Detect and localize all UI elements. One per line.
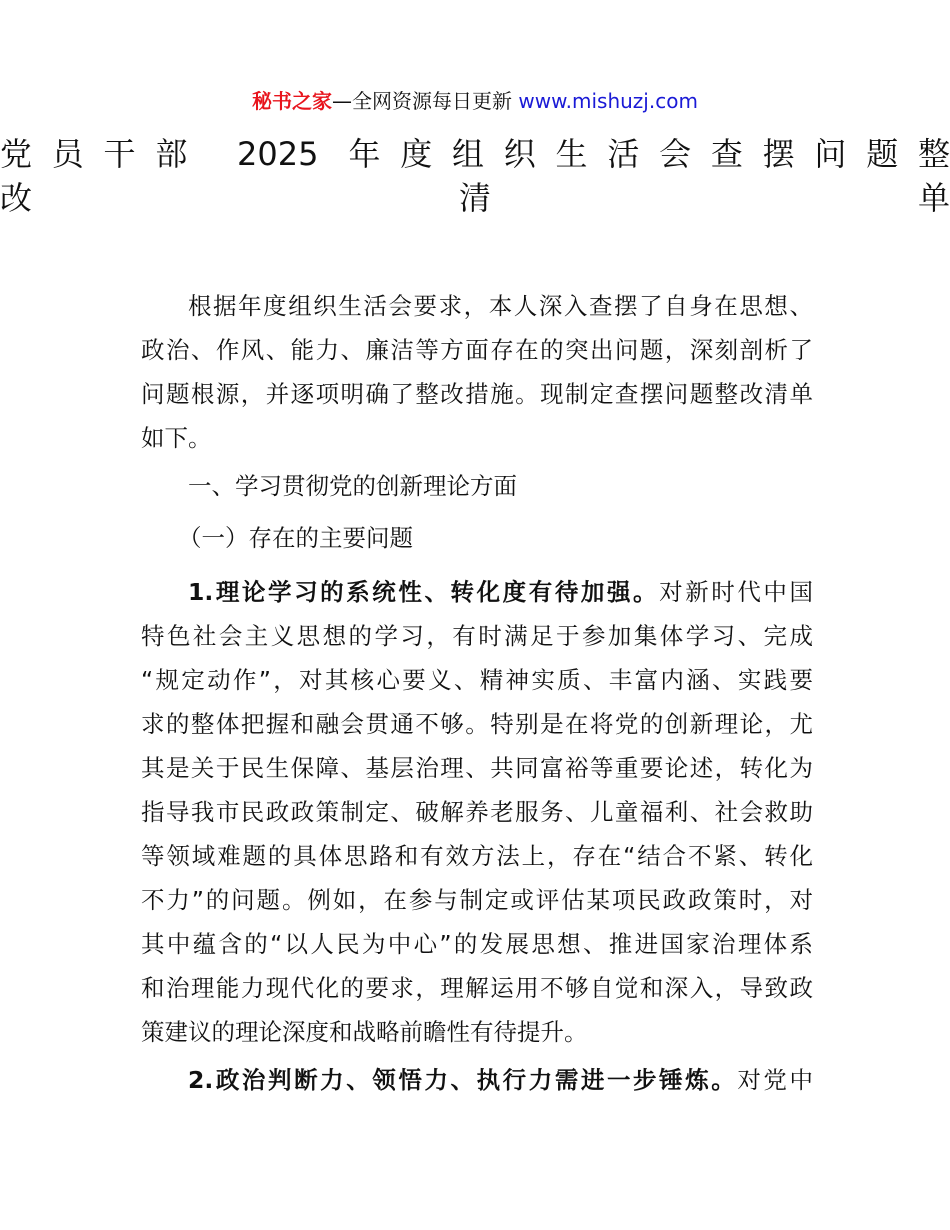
site-brand: 秘书之家 bbox=[252, 89, 333, 113]
item-1-line: 特色社会主义思想的学习，有时满足于参加集体学习、完成 bbox=[141, 622, 813, 650]
subsection-heading-block bbox=[141, 516, 813, 560]
section-heading-block bbox=[141, 464, 813, 508]
item-2-first-line-rest: 对党中 bbox=[737, 1066, 814, 1094]
item-1-paragraph bbox=[141, 570, 813, 1054]
item-1-line: 指导我市民政政策制定、破解养老服务、儿童福利、社会救助 bbox=[141, 798, 813, 826]
site-banner bbox=[0, 86, 950, 116]
item-1-line: 和治理能力现代化的要求，理解运用不够自觉和深入，导致政 bbox=[141, 974, 813, 1002]
subsection-heading: （一）存在的主要问题 bbox=[178, 524, 413, 552]
item-1-first-line bbox=[141, 570, 813, 614]
intro-line: 问题根源，并逐项明确了整改措施。现制定查摆问题整改清单 bbox=[141, 380, 813, 408]
item-1-line: “规定动作”，对其核心要义、精神实质、丰富内涵、实践要 bbox=[141, 666, 813, 694]
intro-line: 根据年度组织生活会要求，本人深入查摆了自身在思想、 bbox=[188, 292, 813, 320]
item-2-paragraph bbox=[141, 1058, 813, 1102]
item-1-first-line-rest: 对新时代中国 bbox=[659, 578, 813, 606]
item-1-line: 求的整体把握和融会贯通不够。特别是在将党的创新理论，尤 bbox=[141, 710, 813, 738]
intro-paragraph bbox=[141, 284, 813, 460]
item-2-first-line bbox=[141, 1058, 813, 1102]
document-title bbox=[0, 132, 950, 220]
site-url-link[interactable]: www.mishuzj.com bbox=[518, 89, 698, 113]
title-line-1: 党员干部 2025 年度组织生活会查摆问题整 bbox=[0, 135, 950, 173]
item-1-line: 不力”的问题。例如，在参与制定或评估某项民政政策时，对 bbox=[141, 886, 813, 914]
item-1-line: 等领域难题的具体思路和有效方法上，存在“结合不紧、转化 bbox=[141, 842, 813, 870]
item-1-line: 策建议的理论深度和战略前瞻性有待提升。 bbox=[141, 1018, 588, 1046]
section-heading: 一、学习贯彻党的创新理论方面 bbox=[188, 472, 517, 500]
item-1-line: 其中蕴含的“以人民为中心”的发展思想、推进国家治理体系 bbox=[141, 930, 813, 958]
item-2-lead: 2.政治判断力、领悟力、执行力需进一步锤炼。 bbox=[188, 1066, 738, 1094]
intro-line: 如下。 bbox=[141, 424, 212, 452]
item-1-line: 其是关于民生保障、基层治理、共同富裕等重要论述，转化为 bbox=[141, 754, 813, 782]
title-line-2: 改清单 bbox=[0, 179, 950, 217]
site-slogan: —全网资源每日更新 bbox=[332, 89, 513, 113]
item-1-lead: 1.理论学习的系统性、转化度有待加强。 bbox=[188, 578, 660, 606]
intro-line: 政治、作风、能力、廉洁等方面存在的突出问题，深刻剖析了 bbox=[141, 336, 813, 364]
